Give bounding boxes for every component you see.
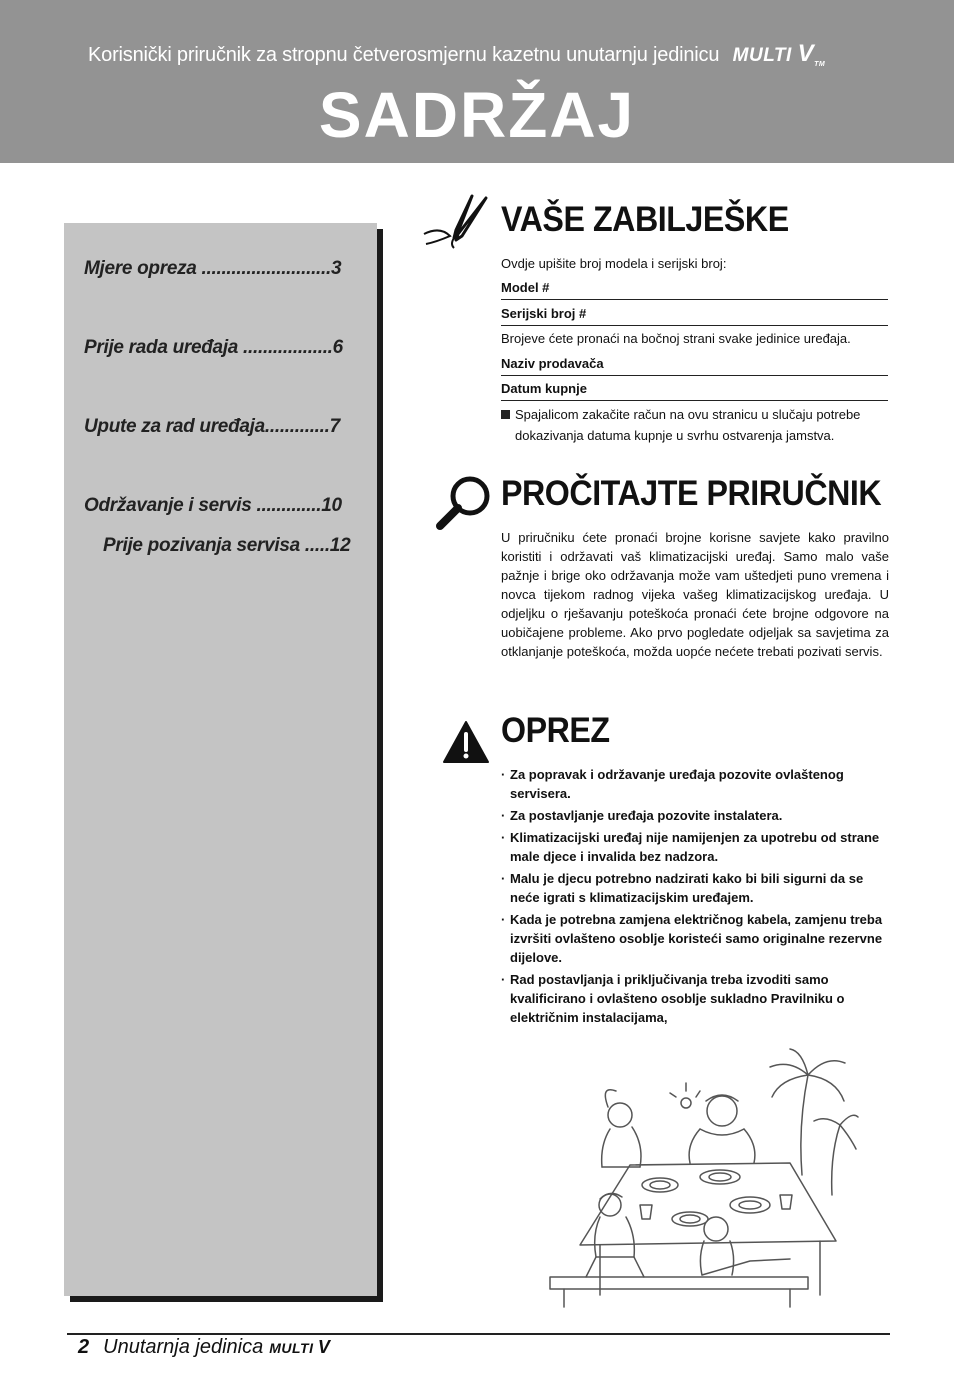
staple-note: Spajalicom zakačite račun na ovu stranicu u slučaju potrebe dokazivanja datuma kupnje u svrhu ostvarenja jamstva. <box>501 404 889 446</box>
toc-panel <box>64 223 377 1296</box>
serial-field[interactable]: Serijski broj # <box>501 306 888 326</box>
pen-icon <box>420 192 490 254</box>
caution-list <box>501 765 891 1030</box>
toc-item-safety[interactable]: Mjere opreza ..........................3 <box>84 258 342 279</box>
warning-icon <box>442 720 490 764</box>
footer-divider <box>67 1333 890 1335</box>
brand-logo: MULTI VTM <box>732 40 826 68</box>
footer-text: Unutarnja jedinica <box>103 1336 264 1358</box>
page-number: 2 <box>78 1336 90 1358</box>
toc-item-before-service[interactable]: Prije pozivanja servisa .....12 <box>103 535 351 556</box>
magnifier-icon <box>434 474 494 532</box>
caution-item: · Rad postavljanja i priključivanja treba izvoditi samo kvalificirano i ovlašteno osoblje sukladno Pravilniku o električnim instalacijama, <box>501 970 891 1027</box>
toc-item-operating-instructions[interactable]: Upute za rad uređaja.............7 <box>84 416 340 437</box>
dealer-field[interactable]: Naziv prodavača <box>501 356 888 376</box>
caution-item: · Klimatizacijski uređaj nije namijenjen za upotrebu od strane male djece i invalida bez nadzora. <box>501 828 891 866</box>
page-footer <box>78 1336 330 1359</box>
model-field[interactable]: Model # <box>501 280 888 300</box>
toc-item-before-operation[interactable]: Prije rada uređaja ..................6 <box>84 337 343 358</box>
caution-item: · Malu je djecu potrebno nadzirati kako bi bili sigurni da se neće igrati s klimatizacijskim uređajem. <box>501 869 891 907</box>
location-hint: Brojeve ćete pronaći na bočnoj strani svake jedinice uređaja. <box>501 331 851 346</box>
read-manual-body: U priručniku ćete pronaći brojne korisne savjete kako pravilno koristiti i održavati vaš klimatizacijski uređaj. Samo malo vaše pažnje i brige oko održavanja može vam uštedjeti puno vremena i novca tijekom radnog vijeka vašeg klimatizacijskog uređaja. U odjeljku o rješavanju poteškoća pronaći ćete brojne odgovore na uobičajene probleme. Ako prvo pogledate odjeljak sa savjetima za otklanjanje poteškoća, možda uopće nećete trebati pozivati servis. <box>501 530 889 659</box>
family-picnic-illustration <box>540 1045 860 1310</box>
purchase-date-field[interactable]: Datum kupnje <box>501 381 888 401</box>
manual-subtitle <box>88 40 825 68</box>
square-bullet-icon <box>501 410 510 419</box>
footer-brand-logo: MULTI V <box>269 1337 331 1357</box>
section-title-caution: OPREZ <box>501 711 610 750</box>
section-title-read-manual: PROČITAJTE PRIRUČNIK <box>501 474 882 513</box>
header-band <box>0 0 954 163</box>
caution-item: · Za postavljanje uređaja pozovite instalatera. <box>501 806 891 825</box>
subtitle-text: Korisnički priručnik za stropnu četverosmjernu kazetnu unutarnju jedinicu <box>88 44 720 66</box>
caution-item: · Za popravak i održavanje uređaja pozovite ovlaštenog servisera. <box>501 765 891 803</box>
caution-item: · Kada je potrebna zamjena električnog kabela, zamjenu treba izvršiti ovlašteno osoblje koristeći samo originalne rezervne dijelove. <box>501 910 891 967</box>
section-title-notes: VAŠE ZABILJEŠKE <box>501 200 789 239</box>
page-title: SADRŽAJ <box>318 79 636 151</box>
notes-intro: Ovdje upišite broj modela i serijski broj: <box>501 256 727 271</box>
toc-item-maintenance[interactable]: Održavanje i servis .............10 <box>84 495 342 516</box>
